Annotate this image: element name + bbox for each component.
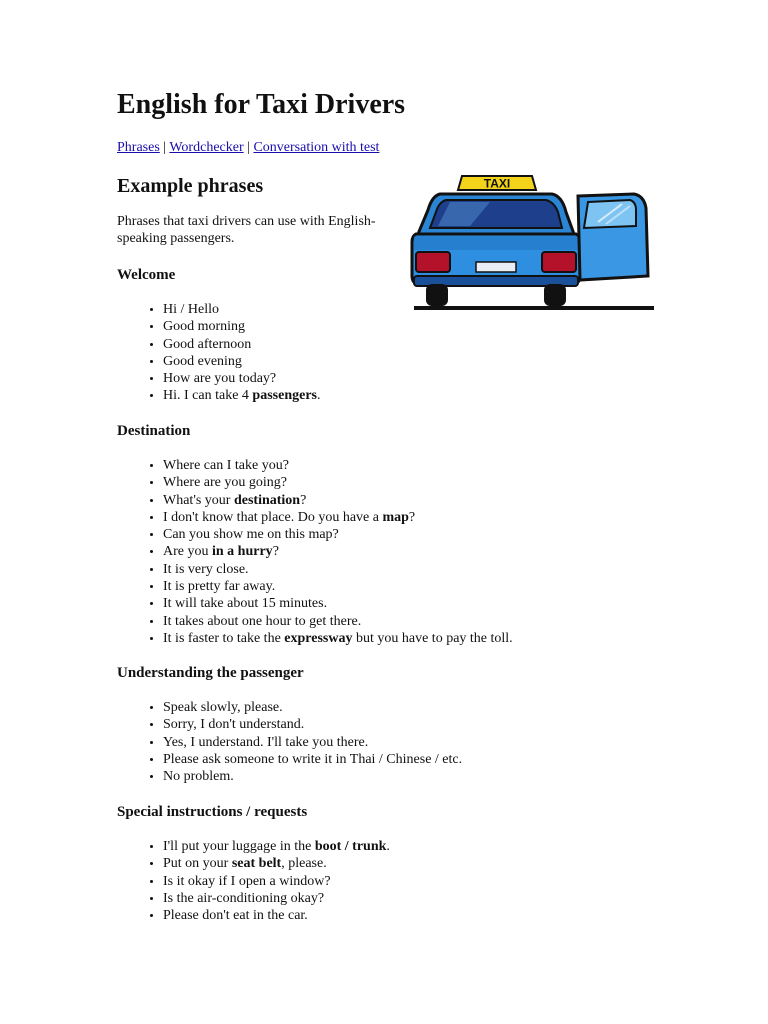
taxi-sign-text: TAXI	[483, 176, 511, 191]
destination-section	[117, 422, 737, 647]
document-page	[117, 88, 737, 924]
list-item: • Put on your seat belt, please.	[163, 855, 737, 872]
list-item: • Good evening	[163, 353, 737, 370]
keyword: seat belt	[231, 856, 282, 872]
special-heading: Special instructions / requests	[117, 804, 308, 820]
section-title: Example phrases	[117, 175, 264, 197]
list-item: • Can you show me on this map?	[163, 526, 737, 543]
special-list	[117, 838, 737, 924]
keyword: destination	[233, 492, 301, 508]
destination-list	[117, 457, 737, 647]
list-item: • Sorry, I don't understand.	[163, 716, 737, 733]
list-item: • It takes about one hour to get there.	[163, 613, 737, 630]
nav-separator: |	[247, 140, 250, 155]
list-item: • No problem.	[163, 768, 737, 785]
list-item: • Speak slowly, please.	[163, 699, 737, 716]
keyword: passengers	[252, 388, 317, 404]
keyword: map	[382, 509, 409, 525]
list-item: • Hi. I can take 4 passengers.	[163, 387, 737, 404]
list-item: • I don't know that place. Do you have a map?	[163, 509, 737, 526]
understanding-section	[117, 664, 737, 785]
list-item: • Good morning	[163, 318, 737, 335]
list-item: • It is very close.	[163, 561, 737, 578]
list-item: • Please ask someone to write it in Thai / Chinese / etc.	[163, 751, 737, 768]
keyword: boot / trunk	[314, 839, 387, 854]
list-item: • It is pretty far away.	[163, 578, 737, 595]
list-item: • I'll put your luggage in the boot / trunk.	[163, 838, 737, 855]
list-item: • Where can I take you?	[163, 457, 737, 474]
keyword: expressway	[284, 630, 353, 646]
intro-text: Phrases that taxi drivers can use with English-speaking passengers.	[117, 214, 376, 246]
page-title: English for Taxi Drivers	[117, 89, 406, 120]
taxi-illustration	[410, 172, 654, 314]
nav-link-conversation[interactable]: Conversation with test	[253, 140, 380, 155]
list-item: • Where are you going?	[163, 474, 737, 491]
nav-separator: |	[163, 140, 167, 155]
list-item: • Is the air-conditioning okay?	[163, 890, 737, 907]
special-section	[117, 803, 737, 924]
list-item: • Are you in a hurry?	[163, 543, 737, 560]
welcome-list	[117, 301, 737, 405]
understanding-heading: Understanding the passenger	[117, 665, 304, 681]
destination-heading: Destination	[117, 423, 191, 439]
list-item: • Please don't eat in the car.	[163, 907, 737, 924]
list-item: • It is faster to take the expressway but you have to pay the toll.	[163, 630, 737, 647]
nav-link-wordchecker[interactable]: Wordchecker	[169, 140, 244, 155]
list-item: • Good afternoon	[163, 336, 737, 353]
nav-link-phrases[interactable]: Phrases	[117, 140, 160, 155]
keyword: in a hurry	[212, 544, 273, 560]
understanding-list	[117, 699, 737, 785]
welcome-heading: Welcome	[117, 267, 176, 283]
list-item: • Yes, I understand. I'll take you there.	[163, 734, 737, 751]
list-item: • It will take about 15 minutes.	[163, 595, 737, 612]
nav-links	[117, 139, 737, 157]
list-item: • Hi / Hello	[163, 301, 737, 318]
list-item: • How are you today?	[163, 370, 737, 387]
list-item: • What's your destination?	[163, 492, 737, 509]
list-item: • Is it okay if I open a window?	[163, 873, 737, 890]
